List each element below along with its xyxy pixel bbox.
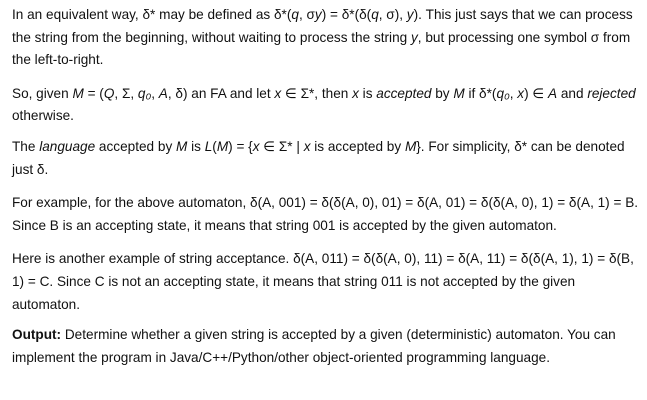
text-run: , σ: [298, 7, 315, 22]
math-italic-text: M: [216, 138, 229, 154]
text-run: For example, for the above automaton, δ(A, 001) = δ(δ(A, 0), 01) = δ(A, 01) = δ(δ(A, 0), 1) = δ(A, 1) = B. Since B is an accepting state, it means that string 001 is accepted by the given automaton.: [12, 195, 639, 233]
math-italic-text: x: [252, 138, 260, 154]
paragraph-delta-star-definition: [12, 4, 639, 72]
paragraph-language-definition: [12, 136, 639, 181]
text-run: , Σ,: [114, 85, 138, 101]
math-italic-text: accepted: [376, 85, 432, 101]
math-italic-text: x: [517, 85, 525, 101]
text-run: is: [358, 85, 377, 101]
text-run: (: [212, 138, 217, 154]
text-run: , σ),: [378, 7, 407, 22]
paragraph-example-accepted: [12, 192, 639, 237]
text-run: ,: [151, 85, 159, 101]
text-run: The: [12, 138, 40, 154]
text-run: ∈ Σ* |: [259, 138, 304, 154]
text-run: So, given: [12, 85, 73, 101]
text-run: ). This just says that we can process the string from the beginning, without waiting to process the string: [12, 7, 633, 45]
math-italic-text: y: [314, 7, 322, 22]
text-run: In an equivalent way, δ* may be defined as δ*(: [12, 7, 292, 22]
math-italic-text: rejected: [587, 85, 636, 101]
text-run: ) = δ*(δ(: [321, 7, 372, 22]
text-run: otherwise.: [12, 108, 74, 124]
math-italic-text: M: [176, 138, 188, 154]
math-italic-text: x: [274, 85, 282, 101]
math-italic-text: A: [158, 85, 168, 101]
math-italic-text: M: [404, 138, 417, 154]
paragraph-example-rejected: [12, 248, 639, 316]
text-run: by: [431, 85, 454, 101]
math-italic-text: y: [410, 29, 418, 45]
text-run: if δ*(: [464, 85, 497, 101]
text-run: accepted by: [95, 138, 177, 154]
math-italic-text: q: [371, 7, 379, 22]
text-run: ,: [509, 85, 518, 101]
bold-label: Output:: [12, 327, 62, 343]
math-italic-text: M: [453, 85, 465, 101]
math-italic-text: x: [303, 138, 311, 154]
text-run: , but processing one symbol σ from the left-to-right.: [12, 29, 631, 68]
text-run: ∈ Σ*, then: [281, 85, 353, 101]
math-italic-text: y: [406, 7, 414, 22]
text-run: = (: [83, 85, 104, 101]
text-run: is accepted by: [310, 138, 405, 154]
text-run: }. For simplicity, δ* can be denoted just δ.: [12, 138, 625, 177]
text-run: and: [557, 85, 588, 101]
math-italic-text: q₀: [137, 85, 152, 101]
math-italic-text: language: [39, 138, 96, 154]
text-run: Determine whether a given string is accepted by a given (deterministic) automaton. You can implement the program in Java/C++/Python/other object-oriented programming language.: [12, 327, 616, 365]
math-italic-text: Q: [103, 85, 115, 101]
math-italic-text: q: [291, 7, 299, 22]
math-italic-text: M: [72, 85, 84, 101]
text-run: is: [187, 138, 205, 154]
paragraph-output-task: [12, 324, 639, 369]
math-italic-text: A: [548, 85, 558, 101]
text-run: ) = {: [228, 138, 253, 154]
math-italic-text: L: [204, 138, 213, 154]
math-italic-text: x: [352, 85, 359, 101]
text-run: , δ) an FA and let: [167, 85, 275, 101]
paragraph-acceptance-definition: [12, 83, 639, 128]
math-italic-text: q₀: [496, 85, 510, 101]
text-run: ) ∈: [524, 85, 549, 101]
text-run: Here is another example of string acceptance. δ(A, 011) = δ(δ(A, 0), 11) = δ(A, 11) = δ(δ(A, 1), 1) = δ(B, 1) = C. Since C is not an accepting state, it means that string 011 is not accepted by the given automaton.: [12, 251, 634, 312]
